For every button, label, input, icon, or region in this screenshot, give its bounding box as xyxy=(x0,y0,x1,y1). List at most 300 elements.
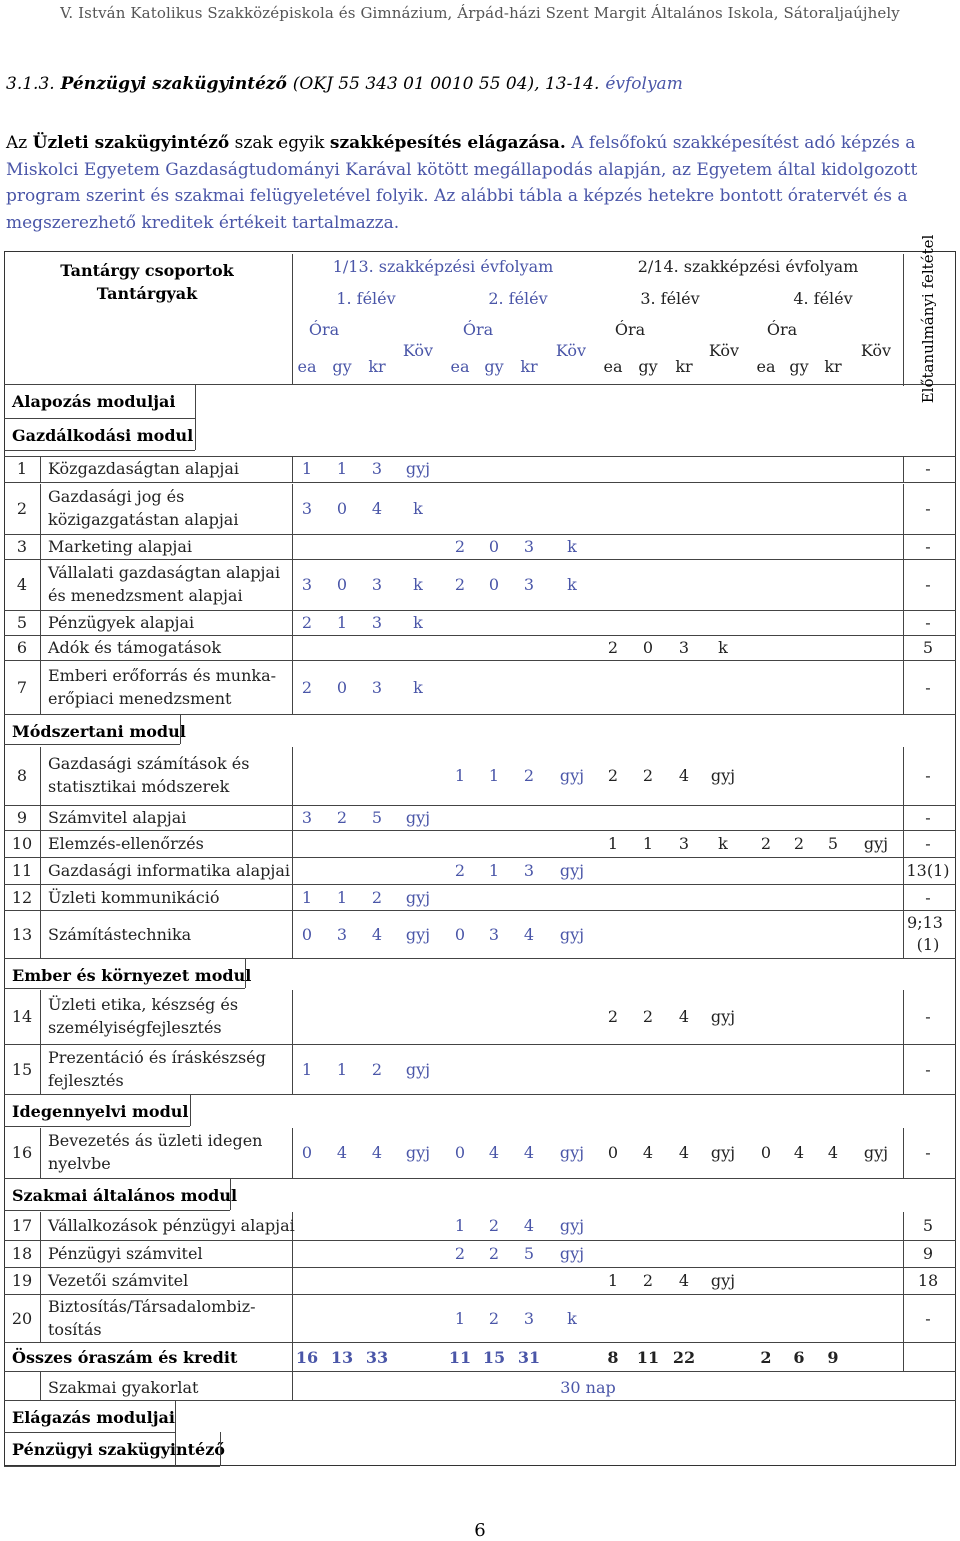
grade-cell: gyj xyxy=(405,1143,431,1162)
table-rule xyxy=(4,482,956,483)
table-rule xyxy=(4,857,956,858)
table-rule xyxy=(40,1045,41,1094)
subject-name: fejlesztés xyxy=(48,1070,124,1090)
grade-cell: 1 xyxy=(301,459,313,478)
prerequisite-cell: - xyxy=(925,1007,931,1026)
total-cell: 6 xyxy=(793,1348,805,1367)
table-rule xyxy=(4,635,956,636)
grade-cell: 0 xyxy=(760,1143,772,1162)
row-number: 7 xyxy=(16,677,28,697)
grade-cell: 4 xyxy=(371,924,383,944)
table-rule xyxy=(4,1432,175,1433)
grade-cell: 0 xyxy=(454,924,466,944)
subject-name: Adók és támogatások xyxy=(48,638,222,657)
table-rule xyxy=(292,831,293,857)
table-rule xyxy=(292,636,293,660)
grade-cell: 0 xyxy=(301,1143,313,1162)
table-rule xyxy=(40,747,41,805)
ora-header: Óra xyxy=(614,320,646,339)
table-rule xyxy=(903,611,904,635)
grade-cell: gyj xyxy=(710,1143,736,1162)
grade-cell: 1 xyxy=(454,766,466,785)
table-rule xyxy=(40,1295,41,1342)
grade-cell: 1 xyxy=(454,1308,466,1328)
table-rule xyxy=(292,911,293,958)
table-rule xyxy=(245,958,246,988)
grade-cell: 2 xyxy=(607,638,619,657)
table-rule xyxy=(292,747,293,805)
subject-name: Gazdasági jog és xyxy=(48,487,185,506)
table-rule xyxy=(40,806,41,830)
row-number: 9 xyxy=(16,808,28,827)
grade-cell: 3 xyxy=(523,1308,535,1328)
prerequisite-cell: 18 xyxy=(917,1271,939,1290)
grade-cell: 3 xyxy=(371,459,383,478)
grade-cell: 3 xyxy=(523,575,535,594)
grade-cell: 2 xyxy=(793,834,805,853)
table-rule xyxy=(903,1295,904,1342)
table-rule xyxy=(903,484,904,534)
grade-cell: 4 xyxy=(523,924,535,944)
table-rule xyxy=(4,1210,230,1211)
col-header-subjects: Tantárgyak xyxy=(96,284,198,303)
table-rule xyxy=(292,1045,293,1094)
subject-name: Vezetői számvitel xyxy=(48,1271,189,1290)
grade-cell: k xyxy=(413,575,423,594)
intro-paragraph: Az Üzleti szakügyintéző szak egyik szakképesítés elágazása. A felsőfokú szakképesítést adó képzés a Miskolci Egyetem Gazdaságtudományi Karával kötött megállapodás alapján, az Egyetem által kidolgozott program szerint és szakmai felügyeletével folyik. Az alábbi tábla a képzés hetekre bontott óratervét és a megszerezhető kreditek értékeit tartalmazza. xyxy=(6,133,918,233)
table-rule xyxy=(903,1212,904,1240)
grade-cell: 2 xyxy=(371,887,383,907)
grade-cell: 4 xyxy=(678,766,690,785)
grade-cell: k xyxy=(567,575,577,594)
subject-name: Üzleti etika, készség és xyxy=(48,995,239,1014)
grade-cell: gyj xyxy=(559,1244,585,1263)
grade-cell: gyj xyxy=(559,766,585,785)
grade-cell: 3 xyxy=(336,924,348,944)
grade-cell: gyj xyxy=(710,766,736,785)
section-label-szakm: Szakmai általános modul xyxy=(12,1186,238,1205)
table-rule xyxy=(40,1212,41,1240)
grade-cell: 5 xyxy=(371,808,383,827)
row-number: 16 xyxy=(11,1143,33,1162)
grade-cell: gyj xyxy=(405,887,431,907)
row-number: 17 xyxy=(11,1216,33,1235)
year-header-2: 2/14. szakképzési évfolyam xyxy=(637,257,859,276)
table-rule xyxy=(40,456,41,482)
subject-name: nyelvbe xyxy=(48,1154,111,1173)
ora-header: Óra xyxy=(766,320,798,339)
table-rule xyxy=(292,1128,293,1178)
semester-3: 3. félév xyxy=(640,289,700,308)
table-rule xyxy=(292,254,293,384)
grade-cell: 2 xyxy=(454,1244,466,1263)
grade-cell: 3 xyxy=(301,499,313,518)
row-number: 13 xyxy=(11,924,33,944)
prerequisite-cell: - xyxy=(925,1143,931,1162)
grade-cell: k xyxy=(413,499,423,518)
table-rule xyxy=(292,885,293,910)
table-rule xyxy=(292,661,293,714)
subject-name: Biztosítás/Társadalombiz- xyxy=(48,1296,256,1316)
subject-name: Elemzés-ellenőrzés xyxy=(48,834,204,853)
table-rule xyxy=(40,858,41,884)
table-rule xyxy=(40,636,41,660)
row-number: 11 xyxy=(11,861,33,880)
grade-cell: 1 xyxy=(336,613,348,632)
grade-cell: 3 xyxy=(301,575,313,594)
table-rule xyxy=(4,384,956,385)
total-cell: 22 xyxy=(672,1348,696,1367)
table-rule xyxy=(4,450,195,451)
practice-label: Szakmai gyakorlat xyxy=(48,1378,199,1397)
table-rule xyxy=(903,1342,904,1371)
total-cell: 33 xyxy=(365,1348,389,1367)
grade-cell: 3 xyxy=(678,638,690,657)
table-rule xyxy=(40,484,41,534)
grade-cell: 4 xyxy=(523,1143,535,1162)
grade-cell: 1 xyxy=(488,861,500,880)
grade-cell: 4 xyxy=(678,1271,690,1290)
total-cell: 9 xyxy=(827,1348,839,1367)
grade-cell: 2 xyxy=(336,808,348,827)
subject-name: statisztikai módszerek xyxy=(48,777,230,796)
table-rule xyxy=(4,1400,956,1401)
grade-cell: 4 xyxy=(827,1143,839,1162)
table-rule xyxy=(4,1342,956,1343)
grade-cell: 1 xyxy=(336,887,348,907)
table-rule xyxy=(292,484,293,534)
table-rule xyxy=(903,990,904,1044)
grade-cell: 2 xyxy=(454,575,466,594)
table-rule xyxy=(4,660,956,661)
prerequisite-cell: - xyxy=(925,887,931,907)
section-label-alapozas: Alapozás moduljai xyxy=(12,392,176,411)
prerequisite-cell: - xyxy=(925,537,931,556)
grade-cell: 2 xyxy=(607,766,619,785)
table-rule xyxy=(903,456,904,482)
grade-cell: gyj xyxy=(559,861,585,880)
table-rule xyxy=(180,714,181,744)
grade-cell: 4 xyxy=(371,499,383,518)
table-rule xyxy=(903,806,904,830)
grade-cell: 2 xyxy=(523,766,535,785)
table-rule xyxy=(4,714,956,715)
row-number: 8 xyxy=(16,766,28,785)
col-header-groups: Tantárgy csoportok xyxy=(60,261,234,280)
ea-header: ea xyxy=(297,357,317,376)
grade-cell: gyj xyxy=(405,459,431,478)
grade-cell: 2 xyxy=(488,1308,500,1328)
table-rule xyxy=(4,418,195,419)
ora-header: Óra xyxy=(308,320,340,339)
row-number: 20 xyxy=(11,1308,33,1328)
grade-cell: 3 xyxy=(523,861,535,880)
gy-header: gy xyxy=(332,357,352,376)
grade-cell: 1 xyxy=(301,887,313,907)
grade-cell: 0 xyxy=(488,575,500,594)
grade-cell: 1 xyxy=(336,1059,348,1079)
table-rule xyxy=(4,534,956,535)
prerequisite-cell: - xyxy=(925,766,931,785)
grade-cell: gyj xyxy=(863,1143,889,1162)
grade-cell: gyj xyxy=(405,808,431,827)
table-rule xyxy=(292,1241,293,1267)
table-rule xyxy=(40,560,41,610)
table-rule xyxy=(175,1400,176,1466)
grade-cell: 3 xyxy=(523,537,535,556)
grade-cell: k xyxy=(718,638,728,657)
total-cell: 11 xyxy=(448,1348,472,1367)
kr-header: kr xyxy=(368,357,386,376)
prerequisite-cell: - xyxy=(925,808,931,827)
table-rule xyxy=(292,990,293,1044)
row-number: 4 xyxy=(16,575,28,594)
table-rule xyxy=(903,1128,904,1178)
table-rule xyxy=(40,1128,41,1178)
grade-cell: 1 xyxy=(607,834,619,853)
row-number: 2 xyxy=(16,499,28,518)
table-rule xyxy=(4,744,180,745)
total-cell: 2 xyxy=(760,1348,772,1367)
table-rule xyxy=(4,1178,956,1179)
total-label: Összes óraszám és kredit xyxy=(12,1348,238,1367)
grade-cell: 2 xyxy=(642,1007,654,1026)
grade-cell: 2 xyxy=(371,1059,383,1079)
total-cell: 15 xyxy=(482,1348,506,1367)
grade-cell: 4 xyxy=(488,1143,500,1162)
table-rule xyxy=(40,535,41,559)
prerequisite-cell: - xyxy=(925,1059,931,1079)
grade-cell: 2 xyxy=(642,766,654,785)
subject-name: Marketing alapjai xyxy=(48,537,192,556)
semester-4: 4. félév xyxy=(793,289,853,308)
semester-2: 2. félév xyxy=(488,289,548,308)
subject-name: Emberi erőforrás és munka- xyxy=(48,665,277,685)
grade-cell: 1 xyxy=(642,834,654,853)
subject-name: közigazgatástan alapjai xyxy=(48,510,239,529)
table-rule xyxy=(292,1295,293,1342)
section-title: 3.1.3. Pénzügyi szakügyintéző (OKJ 55 343 01 0010 55 04), 13-14. évfolyam xyxy=(6,74,683,94)
grade-cell: 4 xyxy=(793,1143,805,1162)
grade-cell: 1 xyxy=(607,1271,619,1290)
total-cell: 16 xyxy=(295,1348,319,1367)
table-rule xyxy=(4,1044,956,1045)
grade-cell: gyj xyxy=(710,1007,736,1026)
subject-name: Számvitel alapjai xyxy=(48,808,187,827)
year-header-1: 1/13. szakképzési évfolyam xyxy=(332,257,554,276)
grade-cell: gyj xyxy=(710,1271,736,1290)
table-rule xyxy=(4,1126,190,1127)
grade-cell: 0 xyxy=(336,575,348,594)
prerequisite-cell: 5 xyxy=(922,1216,934,1235)
row-number: 1 xyxy=(16,459,28,478)
grade-cell: 5 xyxy=(523,1244,535,1263)
prerequisite-cell: - xyxy=(925,499,931,518)
prerequisite-cell: - xyxy=(925,575,931,594)
practice-value: 30 nap xyxy=(560,1378,616,1397)
grade-cell: 3 xyxy=(301,808,313,827)
grade-cell: 1 xyxy=(454,1216,466,1235)
table-rule xyxy=(903,911,904,958)
grade-cell: gyj xyxy=(863,834,889,853)
grade-cell: 3 xyxy=(371,613,383,632)
prerequisite-cell: - xyxy=(925,677,931,697)
subject-name: Vállalati gazdaságtan alapjai xyxy=(48,563,281,582)
subject-name: Üzleti kommunikáció xyxy=(48,887,220,907)
grade-cell: 0 xyxy=(454,1143,466,1162)
prerequisite-header: Előtanulmányi feltétel xyxy=(919,234,937,404)
table-rule xyxy=(903,661,904,714)
grade-cell: 4 xyxy=(371,1143,383,1162)
table-rule xyxy=(220,1432,221,1466)
table-rule xyxy=(40,661,41,714)
grade-cell: gyj xyxy=(559,1216,585,1235)
row-number: 3 xyxy=(16,537,28,556)
table-rule xyxy=(292,560,293,610)
table-rule xyxy=(4,1267,956,1268)
prerequisite-cell: 13(1) xyxy=(906,861,950,880)
table-rule xyxy=(40,1241,41,1267)
gy-header: gy xyxy=(484,357,504,376)
table-rule xyxy=(4,805,956,806)
gy-header: gy xyxy=(638,357,658,376)
grade-cell: 3 xyxy=(371,575,383,594)
grade-cell: gyj xyxy=(559,924,585,944)
row-number: 5 xyxy=(16,613,28,632)
table-rule xyxy=(4,884,956,885)
ea-header: ea xyxy=(756,357,776,376)
grade-cell: 3 xyxy=(371,677,383,697)
subject-name: Pénzügyi számvitel xyxy=(48,1244,203,1263)
table-rule xyxy=(292,456,293,482)
subject-name: Vállalkozások pénzügyi alapjai xyxy=(48,1216,295,1235)
table-rule xyxy=(903,1268,904,1294)
table-rule xyxy=(292,858,293,884)
table-rule xyxy=(195,384,196,450)
section-label-gazd: Gazdálkodási modul xyxy=(12,426,194,445)
grade-cell: 5 xyxy=(827,834,839,853)
section-label-penz: Pénzügyi szakügyintéző xyxy=(12,1440,225,1459)
grade-cell: 0 xyxy=(607,1143,619,1162)
table-rule xyxy=(903,535,904,559)
prerequisite-cell: - xyxy=(925,834,931,853)
table-rule xyxy=(4,559,956,560)
table-rule xyxy=(40,885,41,910)
row-number: 6 xyxy=(16,638,28,657)
grade-cell: 2 xyxy=(301,677,313,697)
grade-cell: 4 xyxy=(678,1007,690,1026)
subject-name: Pénzügyek alapjai xyxy=(48,613,195,632)
grade-cell: 1 xyxy=(301,1059,313,1079)
grade-cell: 0 xyxy=(642,638,654,657)
subject-name: Bevezetés ás üzleti idegen xyxy=(48,1131,263,1150)
table-rule xyxy=(4,988,245,989)
table-rule xyxy=(4,1466,220,1467)
table-rule xyxy=(292,1268,293,1294)
grade-cell: 2 xyxy=(488,1244,500,1263)
grade-cell: 0 xyxy=(488,537,500,556)
total-cell: 31 xyxy=(517,1348,541,1367)
table-rule xyxy=(903,560,904,610)
subject-name: Gazdasági számítások és xyxy=(48,754,250,773)
prerequisite-cell: - xyxy=(925,459,931,478)
table-rule xyxy=(4,1371,956,1372)
table-rule xyxy=(292,1342,293,1400)
grade-cell: 3 xyxy=(678,834,690,853)
grade-cell: 2 xyxy=(488,1216,500,1235)
grade-cell: 2 xyxy=(607,1007,619,1026)
grade-cell: 2 xyxy=(301,613,313,632)
table-rule xyxy=(40,831,41,857)
table-rule xyxy=(903,1241,904,1267)
table-rule xyxy=(40,911,41,958)
table-rule xyxy=(903,831,904,857)
total-cell: 11 xyxy=(636,1348,660,1367)
subject-name: erőpiaci menedzsment xyxy=(48,688,232,708)
grade-cell: gyj xyxy=(559,1143,585,1162)
row-number: 19 xyxy=(11,1271,33,1290)
prerequisite-cell: 5 xyxy=(922,638,934,657)
table-rule xyxy=(4,910,956,911)
ea-header: ea xyxy=(450,357,470,376)
grade-cell: k xyxy=(718,834,728,853)
row-number: 14 xyxy=(11,1007,33,1026)
section-label-ember: Ember és környezet modul xyxy=(12,966,252,985)
grade-cell: k xyxy=(413,613,423,632)
subject-name: Közgazdaságtan alapjai xyxy=(48,459,239,478)
table-rule xyxy=(4,830,956,831)
kr-header: kr xyxy=(520,357,538,376)
grade-cell: 1 xyxy=(488,766,500,785)
grade-cell: gyj xyxy=(405,924,431,944)
table-rule xyxy=(4,456,956,457)
prerequisite-cell: 9;13 xyxy=(907,912,943,932)
grade-cell: 2 xyxy=(454,861,466,880)
table-rule xyxy=(40,1268,41,1294)
table-rule xyxy=(4,1240,956,1241)
grade-cell: 2 xyxy=(760,834,772,853)
table-rule xyxy=(40,611,41,635)
grade-cell: 1 xyxy=(336,459,348,478)
grade-cell: 0 xyxy=(336,499,348,518)
kov-header: Köv xyxy=(860,341,892,360)
ea-header: ea xyxy=(603,357,623,376)
row-number: 10 xyxy=(11,834,33,853)
prerequisite-cell: - xyxy=(925,613,931,632)
kov-header: Köv xyxy=(555,341,587,360)
grade-cell: k xyxy=(567,537,577,556)
table-rule xyxy=(4,958,956,959)
grade-cell: 3 xyxy=(488,924,500,944)
grade-cell: 2 xyxy=(454,537,466,556)
prerequisite-cell: - xyxy=(925,1308,931,1328)
grade-cell: 4 xyxy=(523,1216,535,1235)
grade-cell: k xyxy=(567,1308,577,1328)
semester-1: 1. félév xyxy=(336,289,396,308)
grade-cell: 4 xyxy=(678,1143,690,1162)
total-cell: 8 xyxy=(607,1348,619,1367)
table-rule xyxy=(292,535,293,559)
row-number: 12 xyxy=(11,887,33,907)
kr-header: kr xyxy=(824,357,842,376)
subject-name: Számítástechnika xyxy=(48,924,192,944)
page-number: 6 xyxy=(474,1520,486,1541)
subject-name: Gazdasági informatika alapjai xyxy=(48,861,290,880)
grade-cell: 4 xyxy=(642,1143,654,1162)
kov-header: Köv xyxy=(402,341,434,360)
gy-header: gy xyxy=(789,357,809,376)
table-rule xyxy=(903,1045,904,1094)
